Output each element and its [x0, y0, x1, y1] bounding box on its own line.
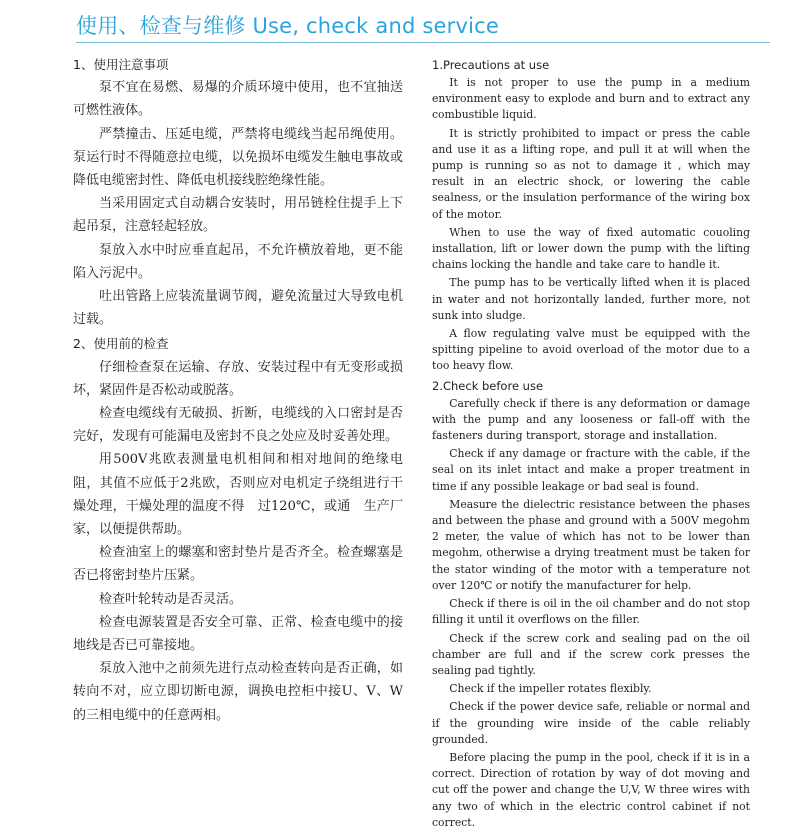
paragraph: Measure the dielectric resistance between the phases and between the phase and ground with a 500V megohm 2 meter, the value of which has not to be lower than megohm, otherwise a drying treatment must be taken for the stator winding of the motor with a temperature not over 120℃ or notify the manufacturer for help.: [432, 497, 750, 592]
paragraph: Check if the power device safe, reliable or normal and if the grounding wire inside of the cable reliably grounded.: [432, 700, 750, 746]
paragraph: 检查叶轮转动是否灵活。: [99, 591, 243, 607]
paragraph: The pump has to be vertically lifted when it is placed in water and not horizontally landed, further more, not sunk into sludge.: [432, 276, 750, 322]
section-heading-precautions-cn: 1、使用注意事项: [73, 57, 169, 72]
paragraph: Check if there is oil in the oil chamber and do not stop filling it until it overflows on the filler.: [432, 597, 750, 627]
paragraph: It is strictly prohibited to impact or press the cable and use it as a lifting rope, and pull it at will when the pump is running so as not to damage it , which may result in an electric shock, or lowering the cable sealness, or the insulation performance of the wiring box of the motor.: [432, 126, 750, 221]
paragraph: Carefully check if there is any deformation or damage with the pump and any looseness or fall-off with the fasteners during transport, storage and installation.: [432, 396, 750, 443]
paragraph: Before placing the pump in the pool, check if it is in a correct. Direction of rotation by way of dot moving and cut off the power and change the U,V, W three wires with any two of which in the electric control cabinet if not correct.: [432, 750, 750, 829]
paragraph: When to use the way of fixed automatic couoling installation, lift or lower down the pump with the lifting chains locking the handle and take care to handle it.: [432, 225, 750, 272]
paragraph: 泵放入池中之前须先进行点动检查转向是否正确，如转向不对，应立即切断电源，调换电控柜中接U、V、W的三相电缆中的任意两相。: [73, 661, 403, 723]
paragraph: Check if any damage or fracture with the cable, if the seal on its inlet intact and make a proper treatment in time if any possible leakage or bad seal is found.: [432, 447, 750, 493]
chinese-column: [73, 52, 403, 727]
paragraph: It is not proper to use the pump in a medium environment easy to explode and burn and to extract any combustible liquid.: [432, 76, 750, 122]
section-heading-check-cn: 2、使用前的检查: [73, 336, 169, 352]
paragraph: A flow regulating valve must be equipped with the spitting pipeline to avoid overload of the motor due to a too heavy flow.: [432, 327, 750, 373]
paragraph: Check if the impeller rotates flexibly.: [449, 682, 652, 696]
paragraph: 严禁撞击、压延电缆，严禁将电缆线当起吊绳使用。泵运行时不得随意拉电缆，以免损坏电缆发生触电事故或降低电缆密封性、降低电机接线腔绝缘性能。: [73, 126, 403, 189]
paragraph: 检查电缆线有无破损、折断，电缆线的入口密封是否完好，发现有可能漏电及密封不良之处应及时妥善处理。: [73, 406, 403, 445]
paragraph: 检查电源装置是否安全可靠、正常、检查电缆中的接地线是否已可靠接地。: [73, 614, 403, 654]
paragraph: 泵放入水中时应垂直起吊，不允许横放着地，更不能陷入污泥中。: [73, 242, 403, 281]
section-heading-precautions-en: 1.Precautions at use: [432, 58, 550, 72]
paragraph: 用500V兆欧表测量电机相间和相对地间的绝缘电阻，其值不应低于2兆欧，否则应对电机定子绕组进行干燥处理，干燥处理的温度不得 过120℃，或通 生产厂家，以便提供帮助。: [73, 452, 403, 538]
paragraph: 检查油室上的螺塞和密封垫片是否齐全。检查螺塞是否已将密封垫片压紧。: [73, 545, 403, 584]
paragraph: 当采用固定式自动耦合安装时，用吊链栓住提手上下起吊泵，注意轻起轻放。: [73, 196, 403, 235]
page-title: 使用、检查与维修 Use, check and service: [76, 14, 500, 38]
section-heading-check-en: 2.Check before use: [432, 378, 544, 393]
paragraph: 泵不宜在易燃、易爆的介质环境中使用，也不宜抽送可燃性液体。: [73, 80, 403, 119]
paragraph: 仔细检查泵在运输、存放、安装过程中有无变形或损坏，紧固件是否松动或脱落。: [73, 359, 403, 398]
paragraph: 吐出管路上应装流量调节阀，避免流量过大导致电机过载。: [73, 289, 403, 328]
english-column: [432, 56, 750, 833]
title-divider: [76, 42, 770, 43]
paragraph: Check if the screw cork and sealing pad on the oil chamber are full and if the screw cork presses the sealing pad tightly.: [432, 631, 750, 677]
